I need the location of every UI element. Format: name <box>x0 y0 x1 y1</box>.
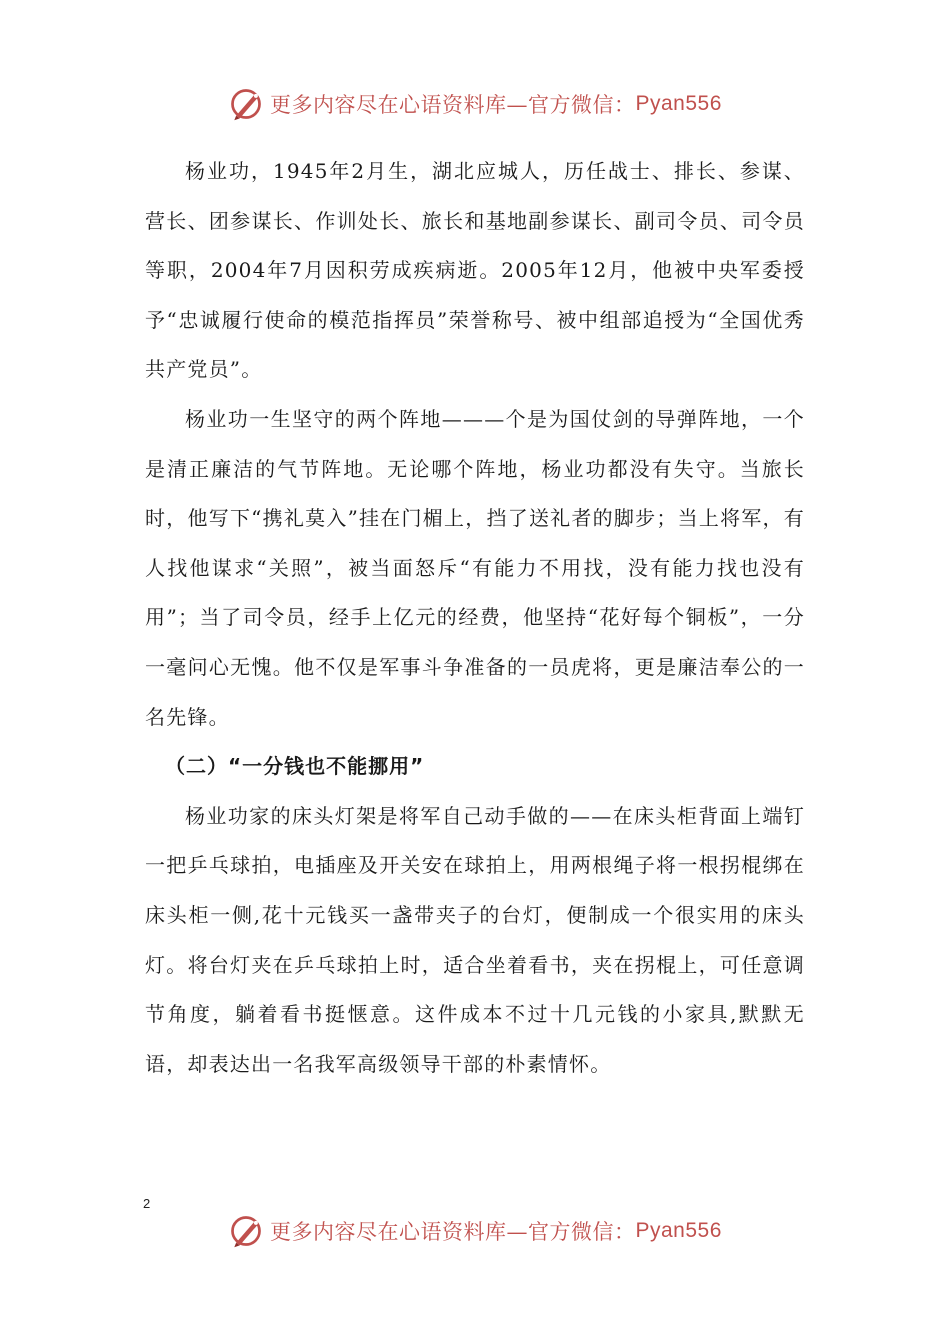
footer-wechat-id: Pyan556 <box>635 1219 722 1242</box>
paragraph-bedside-lamp: 杨业功家的床头灯架是将军自己动手做的——在床头柜背面上端钉一把乒乓球拍，电插座及开关安在球拍上，用两根绳子将一根拐棍绑在床头柜一侧,花十元钱买一盏带夹子的台灯，便制成一个很实用的床头灯。将台灯夹在乒乓球拍上时，适合坐着看书，夹在拐棍上，可任意调节角度，躺着看书挺惬意。这件成本不过十几元钱的小家具,默默无语，却表达出一名我军高级领导干部的朴素情怀。 <box>145 803 805 1076</box>
page-number: 2 <box>143 1196 151 1211</box>
footer-banner-text: 更多内容尽在心语资料库—官方微信： <box>270 1220 636 1244</box>
paragraph-two-positions: 杨业功一生坚守的两个阵地———个是为国仗剑的导弹阵地，一个是清正廉洁的气节阵地。无论哪个阵地，杨业功都没有失守。当旅长时，他写下“携礼莫入”挂在门楣上，挡了送礼者的脚步；当上将军，有人找他谋求“关照”，被当面怒斥“有能力不用找，没有能力找也没有用”；当了司令员，经手上亿元的经费，他坚持“花好每个铜板”，一分一毫问心无愧。他不仅是军事斗争准备的一员虎将，更是廉洁奉公的一名先锋。 <box>145 406 805 729</box>
footer-banner <box>228 1211 722 1251</box>
section-heading: （二）“一分钱也不能挪用” <box>165 754 425 779</box>
paragraph-biography: 杨业功，1945年2月生，湖北应城人，历任战士、排长、参谋、营长、团参谋长、作训处长、旅长和基地副参谋长、副司令员、司令员等职，2004年7月因积劳成疾病逝。2005年12月，他被中央军委授予“忠诚履行使命的模范指挥员”荣誉称号、被中组部追授为“全国优秀共产党员”。 <box>145 159 805 382</box>
header-banner <box>228 84 722 124</box>
header-banner-text: 更多内容尽在心语资料库—官方微信： <box>270 93 636 117</box>
pen-logo-icon <box>228 86 264 122</box>
pen-logo-icon <box>228 1213 264 1249</box>
document-body <box>145 147 805 1089</box>
header-wechat-id: Pyan556 <box>635 92 722 115</box>
